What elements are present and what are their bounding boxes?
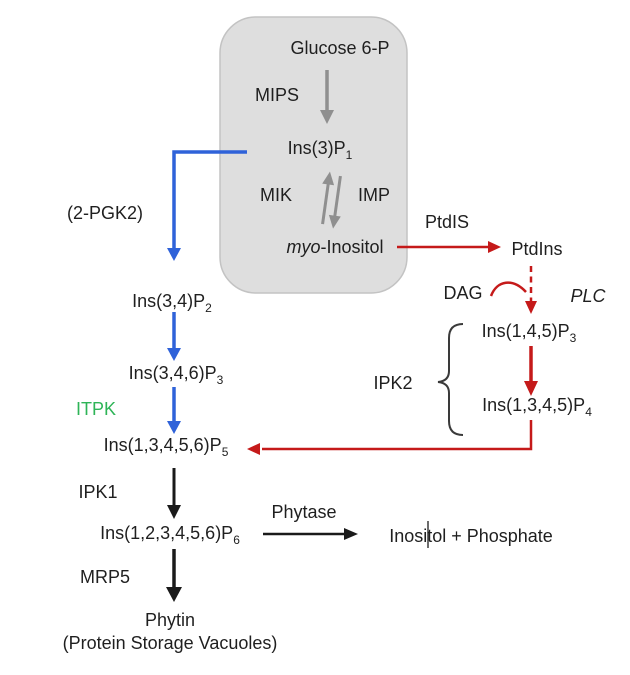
node-dag: DAG [443,283,483,303]
node-ins3p1 [288,139,353,161]
enzyme-label-ipk1: IPK1 [78,482,118,502]
node-ins13456p5 [104,436,229,458]
node-ins3p1-subscript: 1 [345,147,353,162]
arrow-mrp5 [166,549,182,602]
enzyme-label-imp: IMP [357,185,391,205]
node-ins1345p4-subscript: 4 [585,404,592,419]
enzyme-label-mrp5: MRP5 [79,567,131,587]
node-ins346p3-text: Ins(3,4,6)P [128,363,217,384]
arrow-itpk [167,387,181,434]
node-ins123456p6-text: Ins(1,2,3,4,5,6)P [100,523,234,544]
arrow-ins34p2-to-ins346p3 [167,312,181,361]
node-ins145p3-text: Ins(1,4,5)P [481,321,570,342]
enzyme-label-ptdis: PtdIS [424,212,470,232]
node-ins346p3-subscript: 3 [216,372,224,387]
arrow-ipk1 [167,468,181,519]
node-myo-inositol [286,238,383,256]
arrow-phytase [263,528,358,540]
enzyme-label-plc: PLC [570,286,606,306]
node-phytin-location: (Protein Storage Vacuoles) [62,633,278,653]
arrow-ins1345p4-to-ins13456p5 [247,420,531,455]
enzyme-label-phytase: Phytase [271,502,337,522]
node-ins123456p6-subscript: 6 [233,532,240,547]
node-phytin: Phytin [144,610,196,630]
enzyme-label-ipk2: IPK2 [373,373,413,393]
enzyme-label-itpk: ITPK [75,399,117,419]
enzyme-label-mik: MIK [259,185,293,205]
node-ins3p1-text: Ins(3)P [287,138,346,159]
node-ins1345p4-text: Ins(1,3,4,5)P [482,395,586,416]
node-ins145p3 [482,322,577,344]
arrow-ins145p3-to-ins1345p4 [524,346,538,396]
node-ins346p3 [129,364,224,386]
arrow-dag-curve [491,283,526,296]
node-ins1345p4 [482,396,592,418]
node-ins34p2-text: Ins(3,4)P [132,291,206,312]
arrow-plc-dashed [525,266,537,314]
myo-italic-part: myo [286,237,321,257]
node-ins123456p6 [100,524,240,546]
ipk2-brace [438,324,463,435]
node-glucose-6-p: Glucose 6-P [290,38,390,58]
enzyme-label-mips: MIPS [254,85,300,105]
node-ins13456p5-text: Ins(1,3,4,5,6)P [103,435,222,456]
enzyme-label-2-pgk2: (2-PGK2) [66,203,144,223]
myo-rest-part: -Inositol [320,237,384,257]
node-ins145p3-subscript: 3 [569,330,577,345]
arrow-ptdis [397,241,501,253]
node-ins34p2-subscript: 2 [205,300,212,315]
node-ptdins: PtdIns [511,239,563,259]
node-inositol-phosphate: Inositol + Phosphate [389,526,553,546]
node-ins34p2 [132,292,212,314]
node-ins13456p5-subscript: 5 [221,444,229,459]
